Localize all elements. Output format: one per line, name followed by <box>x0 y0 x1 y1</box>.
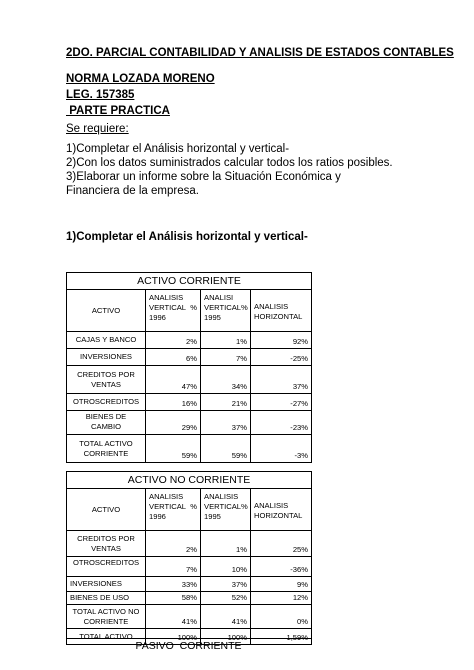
requirements-heading: Se requiere: <box>66 123 129 135</box>
table-row: CAJAS Y BANCO 2% 1% 92% <box>67 332 312 349</box>
table-title: ACTIVO CORRIENTE <box>67 273 312 290</box>
column-header-horizontal: ANALISIS HORIZONTAL <box>251 489 312 531</box>
author-name: NORMA LOZADA MORENO <box>66 73 215 85</box>
column-header-horizontal: ANALISIS HORIZONTAL <box>251 290 312 332</box>
table-row: TOTAL ACTIVO 100% 100% 1,59% <box>67 629 312 645</box>
legajo-number: LEG. 157385 <box>66 89 135 101</box>
column-header-activo: ACTIVO <box>67 489 146 531</box>
section-1-heading: 1)Completar el Análisis horizontal y vertical- <box>66 231 308 243</box>
table-row: OTROSCREDITOS 7% 10% -36% <box>67 557 312 577</box>
column-header-vertical-1996: ANALISIS VERTICAL % 1996 <box>146 489 201 531</box>
document-title: 2DO. PARCIAL CONTABILIDAD Y ANALISIS DE ESTADOS CONTABLES <box>66 47 454 59</box>
requirement-item-2: 2)Con los datos suministrados calcular todos los ratios posibles. <box>66 157 393 169</box>
column-header-activo: ACTIVO <box>67 290 146 332</box>
table-row: INVERSIONES 33% 37% 9% <box>67 577 312 592</box>
table-row: CREDITOS POR VENTAS 2% 1% 25% <box>67 531 312 557</box>
activo-no-corriente-table <box>66 471 312 645</box>
column-header-vertical-1996: ANALISIS VERTICAL % 1996 <box>146 290 201 332</box>
table-row: BIENES DE CAMBIO 29% 37% -23% <box>67 411 312 435</box>
requirement-item-1: 1)Completar el Análisis horizontal y vertical- <box>66 143 290 155</box>
requirement-item-3: 3)Elaborar un informe sobre la Situación Económica y Financiera de la empresa. <box>66 171 341 197</box>
table-row: TOTAL ACTIVO CORRIENTE 59% 59% -3% <box>67 435 312 463</box>
table-row: OTROSCREDITOS 16% 21% -27% <box>67 394 312 411</box>
table-row: TOTAL ACTIVO NO CORRIENTE 41% 41% 0% <box>67 605 312 629</box>
table-row: INVERSIONES 6% 7% -25% <box>67 349 312 366</box>
pasivo-corriente-title: PASIVO CORRIENTE <box>66 638 311 653</box>
table-row: CREDITOS POR VENTAS 47% 34% 37% <box>67 366 312 394</box>
table-row: BIENES DE USO 58% 52% 12% <box>67 592 312 605</box>
column-header-vertical-1995: ANALISIS VERTICAL % 1995 <box>201 489 251 531</box>
part-heading: PARTE PRACTICA <box>66 105 170 117</box>
column-header-vertical-1995: ANALISI VERTICAL % 1995 <box>201 290 251 332</box>
activo-corriente-table <box>66 272 312 463</box>
table-title: ACTIVO NO CORRIENTE <box>67 472 312 489</box>
